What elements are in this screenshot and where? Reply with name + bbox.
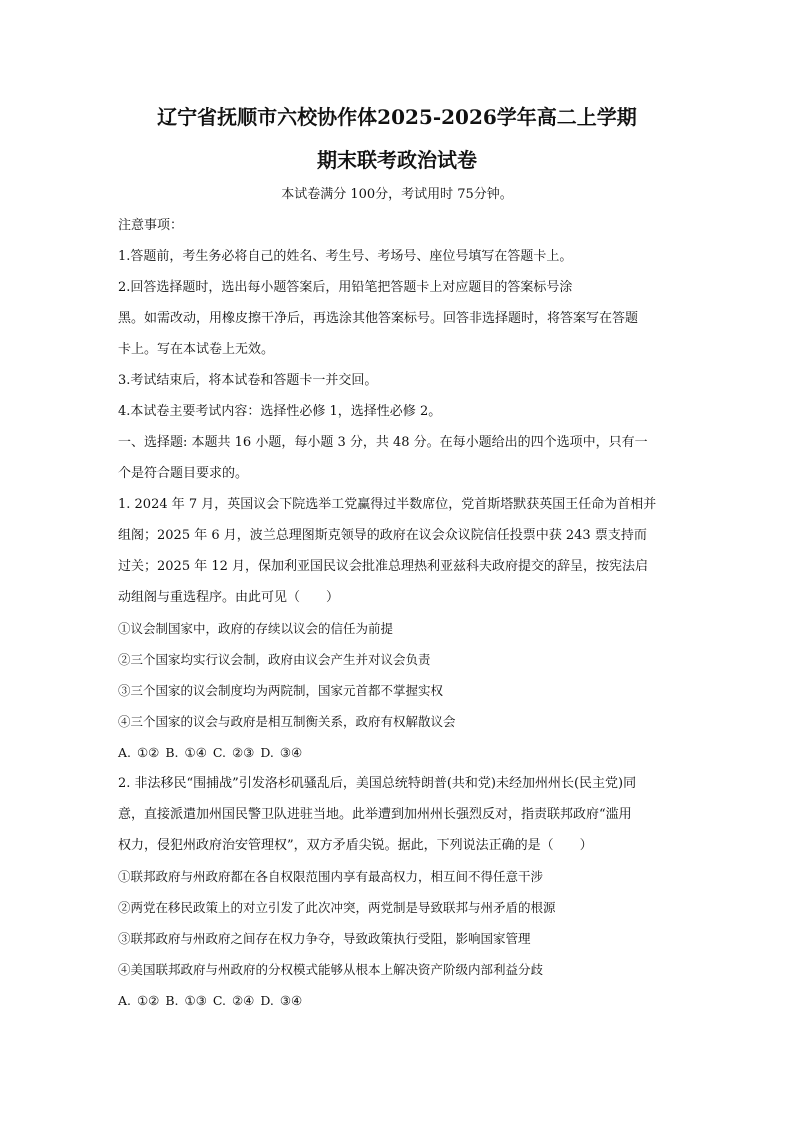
exam-title-line2: 期末联考政治试卷 [317,148,477,172]
q2-stem-line3: 权力，侵犯州政府治安管理权”，双方矛盾尖锐。据此，下列说法正确的是（ ） [118,838,593,853]
q2-stem-line1: 2. 非法移民“围捕战”引发洛杉矶骚乱后，美国总统特朗普(共和党)未经加州州长(民主党)同 [118,776,637,791]
notes-item-4: 4.本试卷主要考试内容：选择性必修 1，选择性必修 2。 [118,404,442,419]
notes-item-2-line3: 卡上。写在本试卷上无效。 [118,342,275,357]
q2-option-2: ②两党在移民政策上的对立引发了此次冲突，两党制是导致联邦与州矛盾的根源 [118,900,556,915]
exam-title-line1: 辽宁省抚顺市六校协作体2025-2026学年高二上学期 [157,105,637,129]
notes-item-2-line2: 黑。如需改动，用橡皮擦干净后，再选涂其他答案标号。回答非选择题时，将答案写在答题 [118,311,639,326]
notes-item-3: 3.考试结束后，将本试卷和答题卡一并交回。 [118,373,378,388]
q2-option-1: ①联邦政府与州政府都在各自权限范围内享有最高权力，相互间不得任意干涉 [118,869,544,884]
q1-stem-line3: 过关；2025 年 12 月，保加利亚国民议会批准总理热利亚兹科夫政府提交的辞呈，按宪法启 [118,559,649,574]
q1-stem-line4: 动组阁与重选程序。由此可见（ ） [118,590,340,605]
q2-option-4: ④美国联邦政府与州政府的分权模式能够从根本上解决资产阶级内部利益分歧 [118,962,544,977]
q1-stem-line1: 1. 2024 年 7 月，英国议会下院选举工党赢得过半数席位，党首斯塔默获英国王任命为首相并 [118,497,657,512]
q1-answer-choices: A. ①② B. ①④ C. ②③ D. ③④ [118,745,303,760]
q2-stem-line2: 意，直接派遣加州国民警卫队进驻当地。此举遭到加州州长强烈反对，指责联邦政府“滥用 [118,807,632,822]
section-heading-line2: 个是符合题目要求的。 [118,466,249,481]
q1-option-1: ①议会制国家中，政府的存续以议会的信任为前提 [118,621,394,636]
q1-option-4: ④三个国家的议会与政府是相互制衡关系，政府有权解散议会 [118,714,456,729]
notes-item-1: 1.答题前，考生务必将自己的姓名、考生号、考场号、座位号填写在答题卡上。 [118,249,573,264]
q1-option-2: ②三个国家均实行议会制，政府由议会产生并对议会负责 [118,652,431,667]
exam-body [118,216,678,1022]
q1-option-3: ③三个国家的议会制度均为两院制，国家元首都不掌握实权 [118,683,444,698]
notes-heading: 注意事项： [118,218,184,233]
exam-subtitle: 本试卷满分 100分，考试用时 75分钟。 [281,187,513,202]
q1-stem-line2: 组阁；2025 年 6 月，波兰总理图斯克领导的政府在议会众议院信任投票中获 243 票支持而 [118,528,647,543]
section-heading-line1: 一、选择题: 本题共 16 小题，每小题 3 分，共 48 分。在每小题给出的四个选项中，只有一 [118,435,648,450]
q2-option-3: ③联邦政府与州政府之间存在权力争夺，导致政策执行受阻，影响国家管理 [118,931,531,946]
notes-item-2-line1: 2.回答选择题时，选出每小题答案后，用铅笔把答题卡上对应题目的答案标号涂 [118,280,573,295]
q2-answer-choices: A. ①② B. ①③ C. ②④ D. ③④ [118,993,303,1008]
